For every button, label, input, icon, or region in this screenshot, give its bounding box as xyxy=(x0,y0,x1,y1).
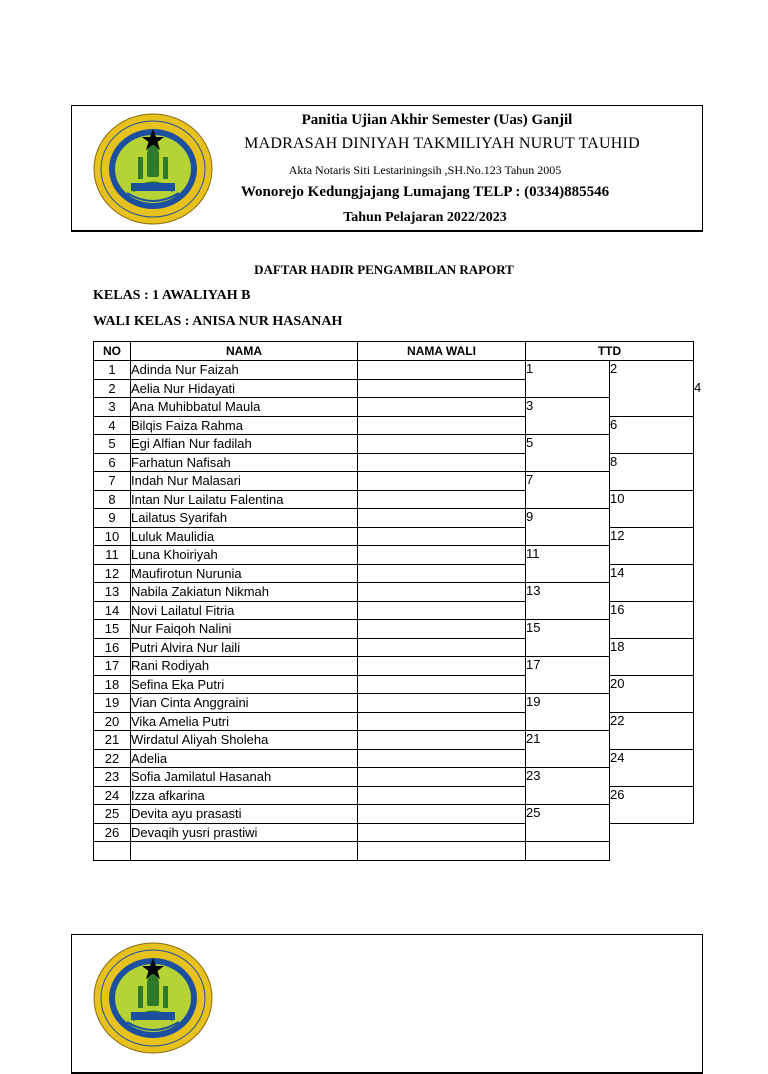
empty-cell xyxy=(94,842,131,861)
student-name: Devaqih yusri prastiwi xyxy=(131,823,358,842)
empty-cell xyxy=(131,842,358,861)
signature-cell-right[interactable]: 8 xyxy=(610,453,694,490)
row-number: 10 xyxy=(94,527,131,546)
guardian-name-cell[interactable] xyxy=(358,712,526,731)
student-name: Aelia Nur Hidayati xyxy=(131,379,358,398)
guardian-name-cell[interactable] xyxy=(358,768,526,787)
row-number: 4 xyxy=(94,416,131,435)
school-name: MADRASAH DINIYAH TAKMILIYAH NURUT TAUHID xyxy=(244,135,640,152)
signature-cell-left[interactable]: 9 xyxy=(526,509,610,546)
row-number: 1 xyxy=(94,361,131,380)
student-name: Vian Cinta Anggraini xyxy=(131,694,358,713)
letterhead-next-page xyxy=(71,934,703,1074)
guardian-name-cell[interactable] xyxy=(358,490,526,509)
student-name: Intan Nur Lailatu Falentina xyxy=(131,490,358,509)
empty-cell xyxy=(358,842,526,861)
signature-cell-left[interactable]: 1 xyxy=(526,361,610,398)
student-name: Novi Lailatul Fitria xyxy=(131,601,358,620)
student-name: Devita ayu prasasti xyxy=(131,805,358,824)
row-number: 20 xyxy=(94,712,131,731)
guardian-name-cell[interactable] xyxy=(358,472,526,491)
signature-cell-right[interactable]: 24 xyxy=(610,749,694,786)
guardian-name-cell[interactable] xyxy=(358,601,526,620)
attendance-rows xyxy=(94,361,702,861)
row-number: 15 xyxy=(94,620,131,639)
table-row xyxy=(94,731,694,750)
row-number: 3 xyxy=(94,398,131,417)
student-name: Rani Rodiyah xyxy=(131,657,358,676)
signature-cell-left[interactable]: 17 xyxy=(526,657,610,694)
row-number: 23 xyxy=(94,768,131,787)
guardian-name-cell[interactable] xyxy=(358,786,526,805)
guardian-name-cell[interactable] xyxy=(358,620,526,639)
row-number: 6 xyxy=(94,453,131,472)
table-row xyxy=(94,546,694,565)
row-number: 13 xyxy=(94,583,131,602)
guardian-name-cell[interactable] xyxy=(358,361,526,380)
student-name: Maufirotun Nurunia xyxy=(131,564,358,583)
student-name: Ana Muhibbatul Maula xyxy=(131,398,358,417)
signature-cell-right[interactable]: 12 xyxy=(610,527,694,564)
table-row xyxy=(94,694,694,713)
academic-year: Tahun Pelajaran 2022/2023 xyxy=(343,210,507,225)
row-number: 7 xyxy=(94,472,131,491)
homeroom-teacher: WALI KELAS : ANISA NUR HASANAH xyxy=(93,314,343,329)
table-row: 2 Aelia Nur Hidayati 4 xyxy=(94,379,694,398)
table-row xyxy=(94,657,694,676)
attendance-table xyxy=(93,341,702,861)
guardian-name-cell[interactable] xyxy=(358,823,526,842)
student-name: Nur Faiqoh Nalini xyxy=(131,620,358,639)
row-number: 18 xyxy=(94,675,131,694)
row-number: 9 xyxy=(94,509,131,528)
signature-cell-right[interactable]: 22 xyxy=(610,712,694,749)
guardian-name-cell[interactable] xyxy=(358,379,526,398)
committee-title: Panitia Ujian Akhir Semester (Uas) Ganjil xyxy=(301,112,573,128)
student-name: Luluk Maulidia xyxy=(131,527,358,546)
table-row xyxy=(94,398,694,417)
table-row xyxy=(94,620,694,639)
class-label: KELAS : 1 AWALIYAH B xyxy=(93,288,251,303)
guardian-name-cell[interactable] xyxy=(358,583,526,602)
signature-cell-left[interactable]: 7 xyxy=(526,472,610,509)
row-number: 17 xyxy=(94,657,131,676)
header-no: NO xyxy=(94,342,131,361)
row-number: 12 xyxy=(94,564,131,583)
guardian-name-cell[interactable] xyxy=(358,749,526,768)
guardian-name-cell[interactable] xyxy=(358,675,526,694)
table-row xyxy=(94,583,694,602)
empty-cell xyxy=(526,842,610,861)
signature-cell-right[interactable]: 14 xyxy=(610,564,694,601)
table-row xyxy=(94,768,694,787)
student-name: Adinda Nur Faizah xyxy=(131,361,358,380)
guardian-name-cell[interactable] xyxy=(358,694,526,713)
row-number: 22 xyxy=(94,749,131,768)
signature-cell-right[interactable]: 16 xyxy=(610,601,694,638)
header-nama: NAMA xyxy=(131,342,358,361)
student-name: Wirdatul Aliyah Sholeha xyxy=(131,731,358,750)
notary-deed: Akta Notaris Siti Lestariningsih ,SH.No.123 Tahun 2005 xyxy=(288,163,562,177)
table-row xyxy=(94,472,694,491)
student-name: Vika Amelia Putri xyxy=(131,712,358,731)
student-name: Farhatun Nafisah xyxy=(131,453,358,472)
guardian-name-cell[interactable] xyxy=(358,398,526,417)
signature-cell-right[interactable]: 6 xyxy=(610,416,694,453)
row-number: 19 xyxy=(94,694,131,713)
letterhead xyxy=(71,105,703,232)
student-name: Putri Alvira Nur laili xyxy=(131,638,358,657)
row-number: 24 xyxy=(94,786,131,805)
signature-cell-right[interactable]: 10 xyxy=(610,490,694,527)
guardian-name-cell[interactable] xyxy=(358,509,526,528)
signature-cell-left[interactable]: 25 xyxy=(526,805,610,842)
table-row xyxy=(94,361,694,380)
row-number: 11 xyxy=(94,546,131,565)
row-number: 8 xyxy=(94,490,131,509)
row-number: 16 xyxy=(94,638,131,657)
guardian-name-cell[interactable] xyxy=(358,657,526,676)
student-name: Sofia Jamilatul Hasanah xyxy=(131,768,358,787)
student-name: Bilqis Faiza Rahma xyxy=(131,416,358,435)
guardian-name-cell[interactable] xyxy=(358,546,526,565)
signature-cell-left[interactable]: 15 xyxy=(526,620,610,657)
school-logo-next-page xyxy=(93,942,213,1054)
signature-cell-right[interactable]: 2 xyxy=(610,361,694,417)
guardian-name-cell[interactable] xyxy=(358,435,526,454)
guardian-name-cell[interactable] xyxy=(358,527,526,546)
student-name: Adelia xyxy=(131,749,358,768)
student-name: Luna Khoiriyah xyxy=(131,546,358,565)
signature-cell-left[interactable]: 23 xyxy=(526,768,610,805)
student-name: Lailatus Syarifah xyxy=(131,509,358,528)
row-number: 14 xyxy=(94,601,131,620)
student-name: Izza afkarina xyxy=(131,786,358,805)
guardian-name-cell[interactable] xyxy=(358,638,526,657)
signature-cell-left[interactable]: 11 xyxy=(526,546,610,583)
row-number: 25 xyxy=(94,805,131,824)
table-row xyxy=(94,805,694,824)
row-number: 21 xyxy=(94,731,131,750)
student-name: Sefina Eka Putri xyxy=(131,675,358,694)
signature-cell-left[interactable]: 5 xyxy=(526,435,610,472)
student-name: Indah Nur Malasari xyxy=(131,472,358,491)
row-number: 2 xyxy=(94,379,131,398)
table-row xyxy=(94,435,694,454)
signature-cell-right[interactable]: 18 xyxy=(610,638,694,675)
signature-cell-left[interactable]: 19 xyxy=(526,694,610,731)
school-address: Wonorejo Kedungjajang Lumajang TELP : (0334)885546 xyxy=(240,184,610,200)
table-row xyxy=(94,509,694,528)
student-name: Egi Alfian Nur fadilah xyxy=(131,435,358,454)
row-number: 26 xyxy=(94,823,131,842)
table-header-row xyxy=(94,342,694,361)
header-ttd: TTD xyxy=(526,342,694,361)
header-nama-wali: NAMA WALI xyxy=(358,342,526,361)
signature-cell-left[interactable]: 13 xyxy=(526,583,610,620)
signature-cell-left[interactable]: 3 xyxy=(526,398,610,435)
guardian-name-cell[interactable] xyxy=(358,416,526,435)
student-name: Nabila Zakiatun Nikmah xyxy=(131,583,358,602)
table-row-empty xyxy=(94,842,694,861)
signature-cell-right[interactable]: 20 xyxy=(610,675,694,712)
row-number: 5 xyxy=(94,435,131,454)
signature-cell-right[interactable]: 26 xyxy=(610,786,694,823)
document-title: DAFTAR HADIR PENGAMBILAN RAPORT xyxy=(254,262,514,277)
guardian-name-cell[interactable] xyxy=(358,731,526,750)
guardian-name-cell[interactable] xyxy=(358,564,526,583)
guardian-name-cell[interactable] xyxy=(358,805,526,824)
guardian-name-cell[interactable] xyxy=(358,453,526,472)
signature-cell-left[interactable]: 21 xyxy=(526,731,610,768)
